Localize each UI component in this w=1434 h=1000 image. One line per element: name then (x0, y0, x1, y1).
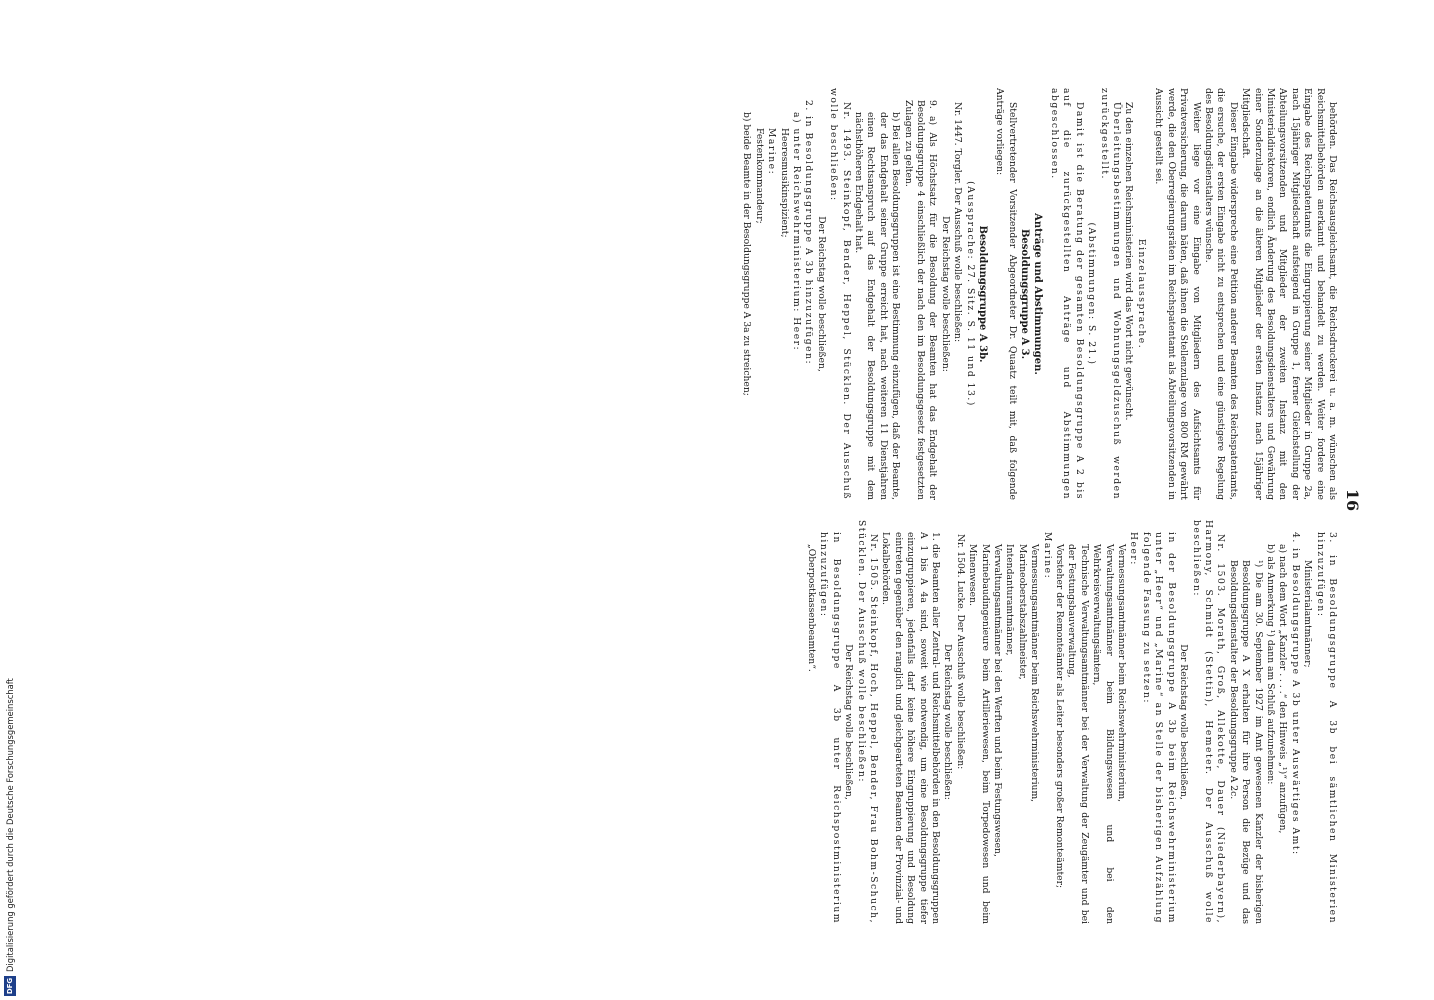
paragraph: Der Reichstag wolle beschließen, (815, 216, 827, 372)
motion-header: Nr. 1493. Steinkopf, Bender, Heppel, Stücklen. Der Ausschuß wolle beschließen: (828, 88, 852, 500)
section-heading: Anträge und Abstimmungen. (1031, 213, 1043, 375)
page-number: 16 (1343, 488, 1362, 512)
left-column (98, 88, 1338, 500)
list-item: a) nach dem Wort „Kanzler . . . .“ den Hinweis „¹)“ anzufügen, (1277, 544, 1289, 834)
right-column (108, 520, 1338, 924)
list-item: Festenkommandeur; (753, 128, 765, 224)
paragraph: Weiter liege vor eine Eingabe von Mitgliedern des Aufsichtsamts für Privatversicherung, die darum bäten, daß ihnen die Stellenzulage von 800 RM gewährt werde, die den Oberregierungsräten im Reichspatentamt als Abteilungsvorsitzenden in Aussicht gestellt sei. (1153, 88, 1202, 500)
list-item: Vermessungsamtmänner beim Reichswehrministerium, (1116, 544, 1128, 803)
paragraph: Der Reichstag wolle beschließen: (939, 216, 951, 372)
section-heading: Einzelaussprache. (1135, 238, 1147, 350)
paragraph: „Oberpostkassenbeamten“. (805, 544, 817, 672)
paragraph: (Aussprache: 27. Sitz. S. 11 und 13.) (964, 181, 976, 407)
section-heading: Besoldungsgruppe A 3b. (977, 225, 989, 363)
paragraph: Der Reichstag wolle beschließen, (843, 644, 855, 800)
paragraph: Damit ist die Beratung der gesamten Besoldungsgruppe A 2 bis auf die zurückgestellten Anträge und Abstimmungen abgeschlossen. (1049, 88, 1085, 500)
paragraph: Stellvertretender Vorsitzender Abgeordneter Dr. Quaatz teilt mit, daß folgende Anträge vorliegen: (994, 88, 1018, 500)
paragraph: behörden. Das Reichsausgleichsamt, die Reichsdruckerei u. a. m. wünschen als Reichsmittelbehörden anerkannt und behandelt zu werden. Weiter fordere eine Eingabe des Reichspatentamts die Eingruppierung seiner Mitglieder in Gruppe 2a, nach 15jähriger Mitgliedschaft aufsteigend in Gruppe 1, ferner Gleichstellung der Abteilungsvorsitzenden und Mitglieder der zweiten Instanz mit den Ministerialdirektoren, endlich Änderung des Besoldungsdienstalters und Gewährung einer Sonderzulage an die älteren Mitglieder der ersten Instanz nach 15jähriger Mitgliedschaft. (1240, 88, 1338, 500)
list-item: Heer: (1128, 532, 1140, 566)
footnote: ¹) Die am 30. September 1927 im Amt gewesenen Kanzler der bisherigen Besoldungsgruppe A X erhalten für ihre Person die Bezüge und das Besoldungsdienstalter der Besoldungsgruppe A 2c. (1227, 560, 1264, 924)
motion-header: Nr. 1504. Lucke. Der Ausschuß wolle beschließen: (954, 534, 966, 770)
paragraph: in Besoldungsgruppe A 3b unter Reichspostministerium hinzuzufügen: (818, 532, 842, 924)
list-item: b) als Anmerkung ¹) dann am Schluß aufzunehmen: (1264, 544, 1276, 785)
digitization-credit (0, 0, 20, 1000)
dfg-logo: DFG (6, 977, 14, 995)
list-item: 1. die Beamten aller Zentral- und Reichsmittelbehörden in den Besoldungsgruppen A 1 bis A 4a sind, soweit wie notwendig, um eine Besoldungsgruppe tiefer einzugruppieren, jedenfalls darf keine höhere Eingruppierung und Besoldung eintreten gegenüber den ranglich und gleichgearteten Beamten der Provinzial- und Lokalbehörden. (880, 532, 941, 924)
list-item: Marine: (1041, 532, 1053, 580)
paragraph: Der Reichstag wolle beschließen: (942, 644, 954, 800)
list-item: 4. in Besoldungsgruppe A 3b unter Auswärtiges Amt: (1289, 532, 1301, 856)
list-item: Verwaltungsamtmänner beim Bildungswesen und bei den Wehrkreisverwaltungsämtern, (1091, 544, 1115, 924)
list-item: Intendanturamtmänner, (1004, 544, 1016, 656)
list-item: Ministerialamtmänner; (1302, 560, 1314, 668)
list-item: b) Bei allen Besoldungsgruppen ist eine Bestimmung einzufügen, daß der Beamte, der das Endgehalt seiner Gruppe erreicht hat, nach weiteren 11 Dienstjahren einen Rechtsanspruch auf das Endgehalt der Besoldungsgruppe mit dem nächsthöheren Endgehalt hat. (852, 112, 902, 500)
paragraph: (Abstimmungen: S. 21.) (1086, 222, 1098, 366)
list-item: 9. a) Als Höchstsatz für die Besoldung der Beamten hat das Endgehalt der Besoldungsgruppe 4 einschließlich der nach den im Besoldungsgesetz festgesetzten Zulagen zu gelten. (902, 100, 939, 500)
list-item: 2. in Besoldungsgruppe A 3b hinzuzufügen: (803, 100, 815, 366)
list-item: Marinebaudingenieure beim Artilleriewesen, beim Torpedowesen und beim Minenwesen. (967, 544, 991, 924)
list-item: Technische Verwaltungsamtmänner bei der Verwaltung der Zeugämter und bei der Festungsbauverwaltung, (1066, 544, 1090, 924)
motion-header: Nr. 1447. Torgler. Der Ausschuß wolle beschließen: (952, 102, 964, 343)
list-item: Heeresmusikinspizient; (778, 128, 790, 238)
list-item: 3. in Besoldungsgruppe A 3b bei sämtlichen Ministerien hinzuzufügen: (1314, 532, 1338, 924)
list-item: Vorsteher der Remonteämter als Leiter besonders großer Remonteämter; (1054, 544, 1066, 889)
list-item: Verwaltungsamtmänner bei den Werften und beim Festungswesen, (992, 544, 1004, 857)
list-item: a) unter Reichswehrministerium: Heer: (790, 112, 802, 352)
motion-header: Nr. 1503. Morath, Groß, Allekotte, Dauer (Niederbayern), Harmony, Schmidt (Stettin), Hemeter. Der Ausschuß wolle beschließen: (1190, 520, 1227, 924)
list-item: Vermessungsamtmänner beim Reichswehrministerium, (1029, 544, 1041, 803)
list-item: Marine: (766, 128, 778, 176)
list-item: b) beide Beamte in der Besoldungsgruppe A 3a zu streichen; (741, 112, 753, 396)
credit-text: Digitalisierung gefördert durch die Deutsche Forschungsgemeinschaft (5, 678, 15, 972)
motion-header: Nr. 1505. Steinkopf, Hoch, Heppel, Bender, Frau Bohm-Schuch, Stücklen. Der Ausschuß wolle beschließen: (855, 520, 879, 924)
paragraph: Der Reichstag wolle beschließen, (1178, 644, 1190, 800)
paragraph: in der Besoldungsgruppe A 3b beim Reichswehrministerium unter „Heer“ und „Marine“ an Stelle der bisherigen Aufzählung folgende Fassung zu setzen: (1140, 532, 1177, 924)
paragraph: Zu den einzelnen Reichsministerien wird das Wort nicht gewünscht. (1123, 102, 1135, 421)
list-item: Marineoberstabszahlmeister, (1016, 544, 1028, 680)
paragraph: Überleitungsbestimmungen und Wohnungsgeldzuschuß werden zurückgestellt. (1098, 88, 1123, 500)
paragraph: Dieser Eingabe widerspreche eine Petition anderer Beamten des Reichspatentamts, die ersuche, der ersten Eingabe nicht zu entsprechen und eine günstigere Regelung des Besoldungsdienstalters wünsche. (1202, 88, 1239, 500)
section-heading: Besoldungsgruppe A 3. (1019, 228, 1031, 360)
